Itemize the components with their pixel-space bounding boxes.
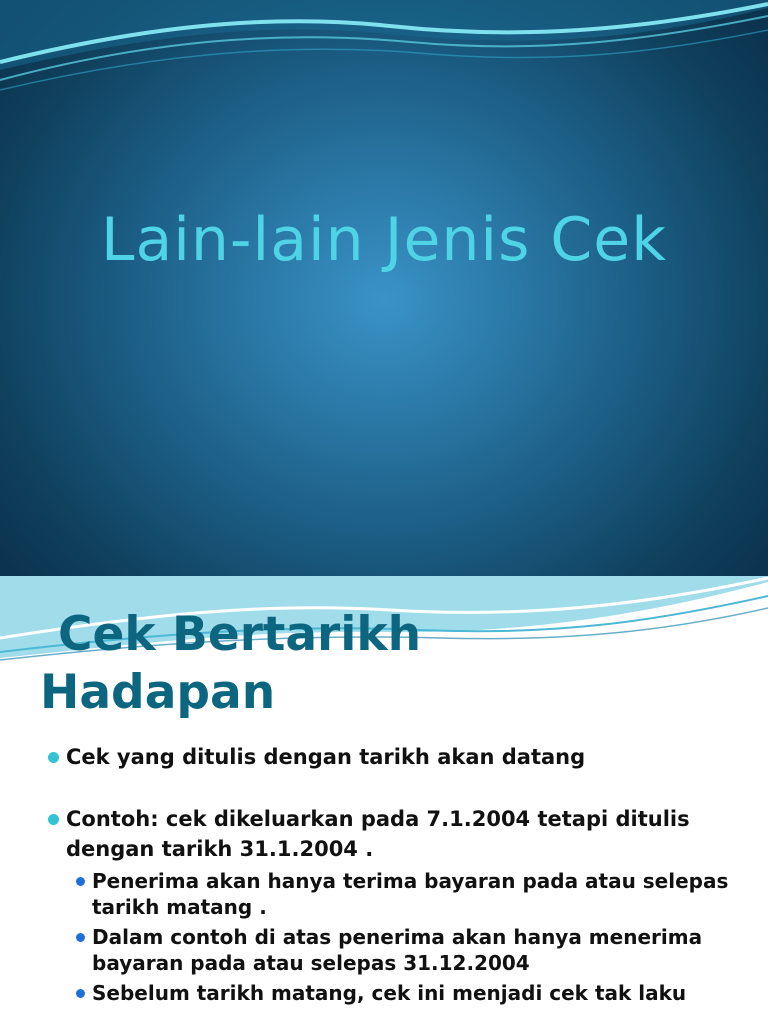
sub-bullet-text: Dalam contoh di atas penerima akan hanya menerima bayaran pada atau selepas 31.12.2004 [92, 925, 703, 975]
slide-title: Lain-lain Jenis Cek [101, 205, 667, 275]
title-line-2: Hadapan [40, 665, 276, 720]
bullet-text: Cek yang ditulis dengan tarikh akan datang [66, 745, 586, 769]
sub-bullet-text: Sebelum tarikh matang, cek ini menjadi cek tak laku [92, 981, 687, 1005]
sub-bullet-item [66, 868, 746, 920]
bullet-list [46, 742, 746, 1006]
sub-bullet-list [66, 868, 746, 1006]
sub-bullet-dot-icon [76, 877, 85, 886]
title-line-1: Cek Bertarikh [58, 607, 422, 662]
bullet-text: Contoh: cek dikeluarkan pada 7.1.2004 tetapi ditulis dengan tarikh 31.1.2004 . [66, 807, 690, 861]
bullet-item [46, 742, 746, 772]
bullet-dot-icon [48, 752, 59, 763]
sub-bullet-item [66, 924, 746, 976]
bullet-dot-icon [48, 814, 59, 825]
slide-title [40, 606, 421, 722]
sub-bullet-text: Penerima akan hanya terima bayaran pada atau selepas tarikh matang . [92, 869, 729, 919]
sub-bullet-dot-icon [76, 989, 85, 998]
bullet-item [46, 804, 746, 1006]
content-slide [0, 576, 768, 1024]
wave-decoration [0, 0, 768, 110]
sub-bullet-dot-icon [76, 933, 85, 942]
sub-bullet-item [66, 980, 746, 1006]
